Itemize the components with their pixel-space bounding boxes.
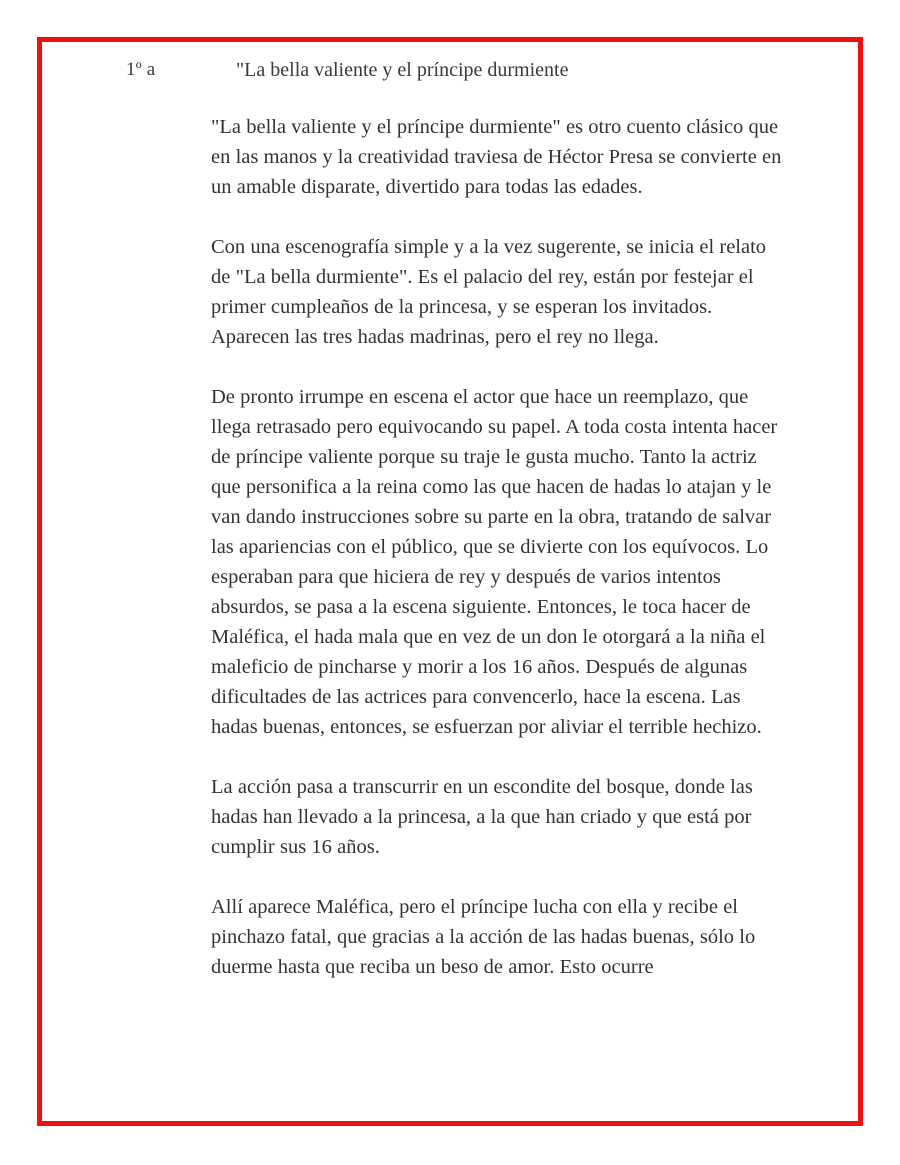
body-paragraph: "La bella valiente y el príncipe durmiente" es otro cuento clásico que en las manos y la creatividad traviesa de Héctor Presa se convierte en un amable disparate, divertido para todas las edades. (211, 116, 782, 198)
page-red-border-frame (37, 37, 863, 1126)
header-document-title: "La bella valiente y el príncipe durmiente (236, 59, 569, 81)
body-paragraph: De pronto irrumpe en escena el actor que hace un reemplazo, que llega retrasado pero equivocando su papel. A toda costa intenta hacer de príncipe valiente porque su traje le gusta mucho. Tanto la actriz que personifica a la reina como las que hacen de hadas lo atajan y le van dando instrucciones sobre su parte en la obra, tratando de salvar las apariencias con el público, que se divierte con los equívocos. Lo esperaban para que hiciera de rey y después de varios intentos absurdos, se pasa a la escena siguiente. Entonces, le toca hacer de Maléfica, el hada mala que en vez de un don le otorgará a la niña el maleficio de pincharse y morir a los 16 años. Después de algunas dificultades de las actrices para convencerlo, hace la escena. Las hadas buenas, entonces, se esfuerzan por aliviar el terrible hechizo. (211, 386, 778, 738)
document-running-header (42, 55, 858, 85)
body-paragraph: Allí aparece Maléfica, pero el príncipe lucha con ella y recibe el pinchazo fatal, que gracias a la acción de las hadas buenas, sólo lo duerme hasta que reciba un beso de amor. Esto ocurre (211, 896, 756, 978)
document-body-column (211, 112, 789, 982)
body-paragraph: Con una escenografía simple y a la vez sugerente, se inicia el relato de "La bella durmiente". Es el palacio del rey, están por festejar el primer cumpleaños de la princesa, y se esperan los invitados. Aparecen las tres hadas madrinas, pero el rey no llega. (211, 236, 767, 348)
header-folio-label: 1º a (126, 59, 156, 80)
page-content-area (42, 42, 858, 1121)
body-paragraph: La acción pasa a transcurrir en un escondite del bosque, donde las hadas han llevado a la princesa, a la que han criado y que está por cumplir sus 16 años. (211, 776, 753, 858)
